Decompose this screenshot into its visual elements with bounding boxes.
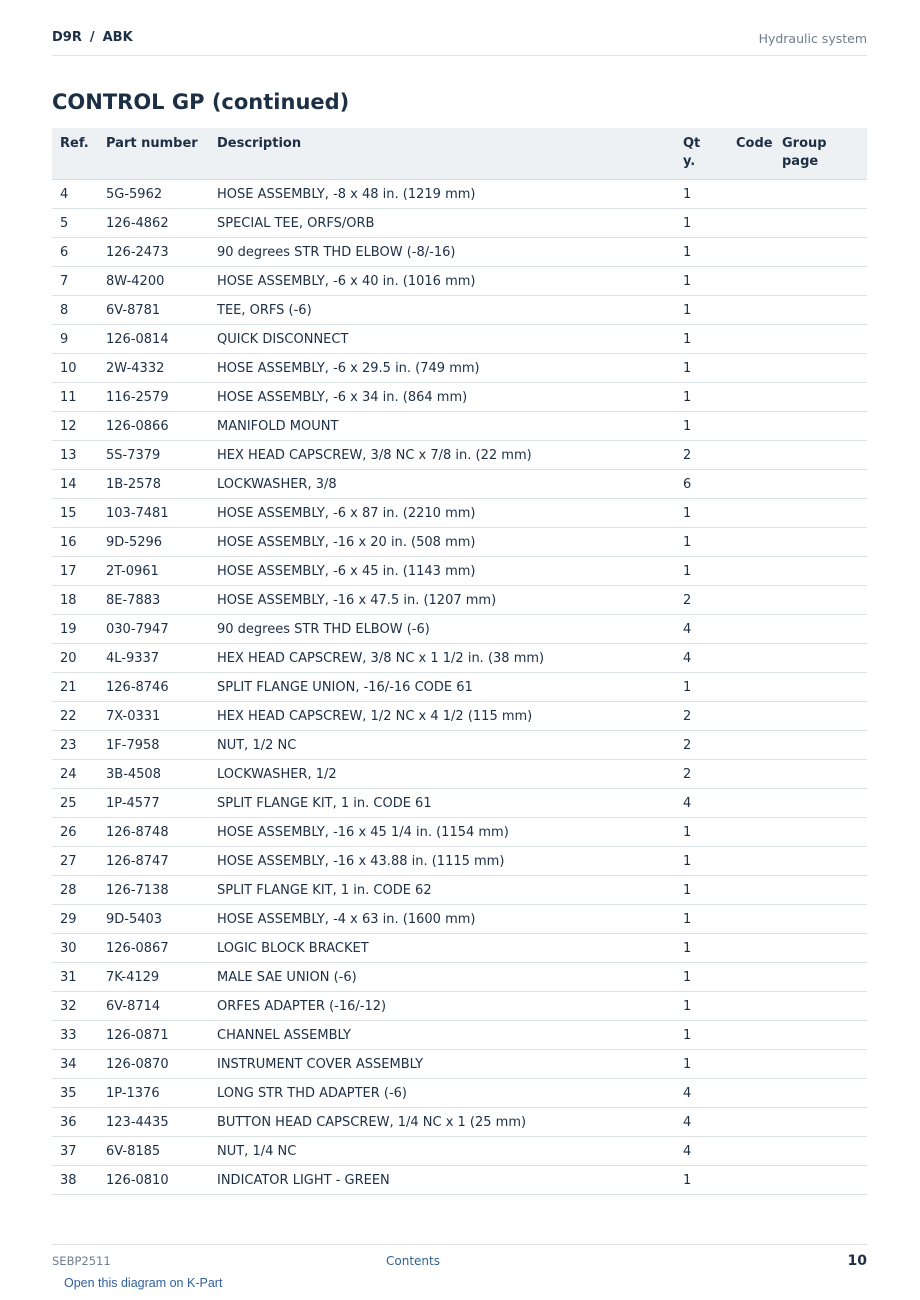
- row-group-page: [781, 412, 867, 441]
- table-row: [52, 963, 867, 992]
- row-description: ORFES ADAPTER (-16/-12): [209, 992, 683, 1021]
- table-row: [52, 383, 867, 412]
- row-part-number: 1P-4577: [98, 789, 209, 818]
- row-part-number: 3B-4508: [98, 760, 209, 789]
- section-name: Hydraulic system: [758, 31, 867, 46]
- row-qty: 1: [683, 934, 728, 963]
- row-group-page: [781, 760, 867, 789]
- page-number: 10: [847, 1253, 867, 1269]
- table-row: [52, 702, 867, 731]
- row-code: [728, 963, 781, 992]
- row-code: [728, 1137, 781, 1166]
- row-qty: 2: [683, 441, 728, 470]
- row-code: [728, 441, 781, 470]
- row-qty: 4: [683, 1108, 728, 1137]
- row-description: HOSE ASSEMBLY, -6 x 87 in. (2210 mm): [209, 499, 683, 528]
- row-ref: 23: [52, 731, 98, 760]
- page-footer: [52, 1244, 867, 1274]
- table-row: [52, 586, 867, 615]
- row-qty: 1: [683, 847, 728, 876]
- table-row: [52, 1166, 867, 1195]
- row-part-number: 103-7481: [98, 499, 209, 528]
- row-ref: 4: [52, 180, 98, 209]
- row-group-page: [781, 1021, 867, 1050]
- row-code: [728, 702, 781, 731]
- row-part-number: 5S-7379: [98, 441, 209, 470]
- row-ref: 19: [52, 615, 98, 644]
- row-code: [728, 1021, 781, 1050]
- row-part-number: 6V-8714: [98, 992, 209, 1021]
- table-row: [52, 818, 867, 847]
- row-description: INSTRUMENT COVER ASSEMBLY: [209, 1050, 683, 1079]
- row-ref: 30: [52, 934, 98, 963]
- row-qty: 1: [683, 818, 728, 847]
- row-qty: 1: [683, 499, 728, 528]
- table-row: [52, 992, 867, 1021]
- row-part-number: 126-8748: [98, 818, 209, 847]
- row-code: [728, 296, 781, 325]
- row-ref: 17: [52, 557, 98, 586]
- table-row: [52, 847, 867, 876]
- row-description: HOSE ASSEMBLY, -16 x 47.5 in. (1207 mm): [209, 586, 683, 615]
- row-ref: 24: [52, 760, 98, 789]
- row-part-number: 126-8747: [98, 847, 209, 876]
- table-row: [52, 905, 867, 934]
- row-part-number: 7K-4129: [98, 963, 209, 992]
- row-part-number: 126-0866: [98, 412, 209, 441]
- row-description: NUT, 1/2 NC: [209, 731, 683, 760]
- kpart-diagram-link[interactable]: Open this diagram on K-Part: [64, 1276, 223, 1290]
- row-group-page: [781, 267, 867, 296]
- row-group-page: [781, 905, 867, 934]
- row-description: SPLIT FLANGE KIT, 1 in. CODE 61: [209, 789, 683, 818]
- column-header-code: Code: [728, 128, 781, 180]
- row-ref: 27: [52, 847, 98, 876]
- row-group-page: [781, 209, 867, 238]
- table-row: [52, 644, 867, 673]
- row-part-number: 1F-7958: [98, 731, 209, 760]
- row-code: [728, 789, 781, 818]
- breadcrumb: [52, 30, 133, 45]
- row-code: [728, 354, 781, 383]
- row-part-number: 126-0871: [98, 1021, 209, 1050]
- column-header-qty: [683, 128, 728, 180]
- row-qty: 1: [683, 876, 728, 905]
- table-row: [52, 789, 867, 818]
- row-ref: 20: [52, 644, 98, 673]
- row-part-number: 8W-4200: [98, 267, 209, 296]
- table-row: [52, 528, 867, 557]
- row-code: [728, 470, 781, 499]
- row-qty: 1: [683, 296, 728, 325]
- row-ref: 26: [52, 818, 98, 847]
- row-qty: 1: [683, 905, 728, 934]
- row-group-page: [781, 673, 867, 702]
- table-row: [52, 325, 867, 354]
- row-part-number: 4L-9337: [98, 644, 209, 673]
- row-description: HOSE ASSEMBLY, -4 x 63 in. (1600 mm): [209, 905, 683, 934]
- row-group-page: [781, 963, 867, 992]
- row-description: SPLIT FLANGE KIT, 1 in. CODE 62: [209, 876, 683, 905]
- row-part-number: 5G-5962: [98, 180, 209, 209]
- row-group-page: [781, 1079, 867, 1108]
- row-ref: 12: [52, 412, 98, 441]
- row-qty: 1: [683, 1166, 728, 1195]
- row-part-number: 123-4435: [98, 1108, 209, 1137]
- column-header-description: Description: [209, 128, 683, 180]
- row-ref: 33: [52, 1021, 98, 1050]
- row-part-number: 126-0867: [98, 934, 209, 963]
- table-row: [52, 934, 867, 963]
- table-row: [52, 615, 867, 644]
- row-part-number: 116-2579: [98, 383, 209, 412]
- row-qty: 1: [683, 1050, 728, 1079]
- row-qty: 2: [683, 702, 728, 731]
- row-part-number: 126-8746: [98, 673, 209, 702]
- row-code: [728, 934, 781, 963]
- column-header-qty-label: Qty.: [683, 136, 701, 169]
- row-qty: 2: [683, 586, 728, 615]
- table-row: [52, 731, 867, 760]
- row-description: LOCKWASHER, 1/2: [209, 760, 683, 789]
- row-qty: 1: [683, 1021, 728, 1050]
- row-description: 90 degrees STR THD ELBOW (-6): [209, 615, 683, 644]
- row-qty: 4: [683, 615, 728, 644]
- row-part-number: 8E-7883: [98, 586, 209, 615]
- row-part-number: 030-7947: [98, 615, 209, 644]
- prefix-label: ABK: [102, 30, 133, 45]
- table-row: [52, 238, 867, 267]
- column-header-ref: Ref.: [52, 128, 98, 180]
- row-part-number: 1P-1376: [98, 1079, 209, 1108]
- row-part-number: 7X-0331: [98, 702, 209, 731]
- table-row: [52, 1021, 867, 1050]
- table-header-row: [52, 128, 867, 180]
- row-group-page: [781, 644, 867, 673]
- row-part-number: 1B-2578: [98, 470, 209, 499]
- table-row: [52, 1108, 867, 1137]
- row-description: SPECIAL TEE, ORFS/ORB: [209, 209, 683, 238]
- row-description: BUTTON HEAD CAPSCREW, 1/4 NC x 1 (25 mm): [209, 1108, 683, 1137]
- parts-table: [52, 128, 867, 1195]
- row-code: [728, 673, 781, 702]
- row-qty: 1: [683, 673, 728, 702]
- row-description: TEE, ORFS (-6): [209, 296, 683, 325]
- row-ref: 22: [52, 702, 98, 731]
- model-label: D9R: [52, 30, 82, 45]
- row-code: [728, 847, 781, 876]
- row-part-number: 126-0870: [98, 1050, 209, 1079]
- row-qty: 2: [683, 731, 728, 760]
- row-code: [728, 876, 781, 905]
- page-header: [52, 28, 867, 56]
- row-code: [728, 1108, 781, 1137]
- row-group-page: [781, 557, 867, 586]
- row-description: HEX HEAD CAPSCREW, 3/8 NC x 7/8 in. (22 mm): [209, 441, 683, 470]
- row-ref: 13: [52, 441, 98, 470]
- row-code: [728, 1050, 781, 1079]
- row-ref: 25: [52, 789, 98, 818]
- row-part-number: 2W-4332: [98, 354, 209, 383]
- row-code: [728, 557, 781, 586]
- row-group-page: [781, 180, 867, 209]
- row-code: [728, 818, 781, 847]
- table-row: [52, 876, 867, 905]
- row-code: [728, 1079, 781, 1108]
- row-ref: 28: [52, 876, 98, 905]
- row-group-page: [781, 1166, 867, 1195]
- row-description: HOSE ASSEMBLY, -16 x 45 1/4 in. (1154 mm): [209, 818, 683, 847]
- row-description: MALE SAE UNION (-6): [209, 963, 683, 992]
- row-qty: 1: [683, 238, 728, 267]
- row-description: CHANNEL ASSEMBLY: [209, 1021, 683, 1050]
- row-group-page: [781, 1137, 867, 1166]
- row-qty: 1: [683, 992, 728, 1021]
- row-group-page: [781, 383, 867, 412]
- row-description: HOSE ASSEMBLY, -6 x 34 in. (864 mm): [209, 383, 683, 412]
- row-qty: 4: [683, 644, 728, 673]
- row-part-number: 126-0810: [98, 1166, 209, 1195]
- row-part-number: 126-2473: [98, 238, 209, 267]
- row-group-page: [781, 992, 867, 1021]
- row-description: HOSE ASSEMBLY, -16 x 20 in. (508 mm): [209, 528, 683, 557]
- row-description: HOSE ASSEMBLY, -8 x 48 in. (1219 mm): [209, 180, 683, 209]
- row-group-page: [781, 818, 867, 847]
- row-qty: 1: [683, 557, 728, 586]
- row-part-number: 2T-0961: [98, 557, 209, 586]
- row-ref: 36: [52, 1108, 98, 1137]
- row-code: [728, 180, 781, 209]
- row-code: [728, 238, 781, 267]
- row-description: SPLIT FLANGE UNION, -16/-16 CODE 61: [209, 673, 683, 702]
- row-group-page: [781, 470, 867, 499]
- row-ref: 21: [52, 673, 98, 702]
- row-description: QUICK DISCONNECT: [209, 325, 683, 354]
- row-description: HOSE ASSEMBLY, -6 x 40 in. (1016 mm): [209, 267, 683, 296]
- row-part-number: 126-4862: [98, 209, 209, 238]
- row-code: [728, 267, 781, 296]
- row-qty: 2: [683, 760, 728, 789]
- table-row: [52, 499, 867, 528]
- table-row: [52, 557, 867, 586]
- column-header-group-page: [781, 128, 867, 180]
- table-row: [52, 470, 867, 499]
- breadcrumb-separator: /: [89, 30, 95, 45]
- row-ref: 34: [52, 1050, 98, 1079]
- title-suffix: (continued): [211, 90, 350, 114]
- table-row: [52, 760, 867, 789]
- row-ref: 14: [52, 470, 98, 499]
- row-group-page: [781, 586, 867, 615]
- row-qty: 1: [683, 354, 728, 383]
- row-part-number: 126-0814: [98, 325, 209, 354]
- row-group-page: [781, 847, 867, 876]
- row-group-page: [781, 876, 867, 905]
- row-qty: 4: [683, 1137, 728, 1166]
- row-group-page: [781, 731, 867, 760]
- row-ref: 9: [52, 325, 98, 354]
- row-description: HEX HEAD CAPSCREW, 1/2 NC x 4 1/2 (115 mm): [209, 702, 683, 731]
- table-row: [52, 267, 867, 296]
- row-part-number: 6V-8781: [98, 296, 209, 325]
- row-group-page: [781, 499, 867, 528]
- row-qty: 4: [683, 789, 728, 818]
- row-ref: 11: [52, 383, 98, 412]
- row-ref: 38: [52, 1166, 98, 1195]
- row-ref: 6: [52, 238, 98, 267]
- row-description: LONG STR THD ADAPTER (-6): [209, 1079, 683, 1108]
- row-ref: 15: [52, 499, 98, 528]
- contents-link[interactable]: Contents: [386, 1254, 440, 1268]
- row-ref: 16: [52, 528, 98, 557]
- column-header-group-page-label: Group page: [782, 136, 827, 169]
- row-ref: 10: [52, 354, 98, 383]
- row-group-page: [781, 325, 867, 354]
- row-group-page: [781, 934, 867, 963]
- row-qty: 6: [683, 470, 728, 499]
- row-part-number: 126-7138: [98, 876, 209, 905]
- column-header-part-number: Part number: [98, 128, 209, 180]
- row-group-page: [781, 238, 867, 267]
- row-qty: 1: [683, 963, 728, 992]
- row-code: [728, 644, 781, 673]
- title-main: CONTROL GP: [52, 90, 205, 114]
- row-group-page: [781, 354, 867, 383]
- row-code: [728, 412, 781, 441]
- table-row: [52, 1079, 867, 1108]
- table-row: [52, 296, 867, 325]
- table-row: [52, 209, 867, 238]
- row-code: [728, 760, 781, 789]
- row-description: HOSE ASSEMBLY, -16 x 43.88 in. (1115 mm): [209, 847, 683, 876]
- row-description: HOSE ASSEMBLY, -6 x 45 in. (1143 mm): [209, 557, 683, 586]
- table-row: [52, 441, 867, 470]
- row-ref: 18: [52, 586, 98, 615]
- row-ref: 31: [52, 963, 98, 992]
- row-code: [728, 731, 781, 760]
- parts-table-body: [52, 180, 867, 1195]
- table-row: [52, 412, 867, 441]
- table-row: [52, 673, 867, 702]
- row-description: LOCKWASHER, 3/8: [209, 470, 683, 499]
- row-code: [728, 209, 781, 238]
- row-description: 90 degrees STR THD ELBOW (-8/-16): [209, 238, 683, 267]
- row-ref: 7: [52, 267, 98, 296]
- row-code: [728, 1166, 781, 1195]
- row-group-page: [781, 789, 867, 818]
- row-qty: 1: [683, 412, 728, 441]
- row-group-page: [781, 441, 867, 470]
- row-qty: 1: [683, 325, 728, 354]
- row-description: INDICATOR LIGHT - GREEN: [209, 1166, 683, 1195]
- row-part-number: 9D-5296: [98, 528, 209, 557]
- row-ref: 29: [52, 905, 98, 934]
- row-ref: 5: [52, 209, 98, 238]
- row-qty: 1: [683, 180, 728, 209]
- table-row: [52, 1050, 867, 1079]
- row-qty: 1: [683, 383, 728, 412]
- row-qty: 1: [683, 528, 728, 557]
- document-id: SEBP2511: [52, 1254, 111, 1268]
- row-code: [728, 383, 781, 412]
- row-code: [728, 499, 781, 528]
- row-code: [728, 615, 781, 644]
- table-row: [52, 1137, 867, 1166]
- row-description: HEX HEAD CAPSCREW, 3/8 NC x 1 1/2 in. (38 mm): [209, 644, 683, 673]
- row-ref: 32: [52, 992, 98, 1021]
- page-title: [52, 90, 349, 114]
- row-ref: 37: [52, 1137, 98, 1166]
- row-group-page: [781, 528, 867, 557]
- row-part-number: 6V-8185: [98, 1137, 209, 1166]
- row-description: NUT, 1/4 NC: [209, 1137, 683, 1166]
- row-description: LOGIC BLOCK BRACKET: [209, 934, 683, 963]
- row-description: MANIFOLD MOUNT: [209, 412, 683, 441]
- table-row: [52, 180, 867, 209]
- row-group-page: [781, 1108, 867, 1137]
- row-qty: 1: [683, 267, 728, 296]
- row-group-page: [781, 296, 867, 325]
- table-row: [52, 354, 867, 383]
- row-group-page: [781, 615, 867, 644]
- row-group-page: [781, 1050, 867, 1079]
- row-code: [728, 992, 781, 1021]
- row-code: [728, 325, 781, 354]
- row-description: HOSE ASSEMBLY, -6 x 29.5 in. (749 mm): [209, 354, 683, 383]
- row-group-page: [781, 702, 867, 731]
- row-ref: 35: [52, 1079, 98, 1108]
- row-qty: 1: [683, 209, 728, 238]
- row-code: [728, 905, 781, 934]
- row-code: [728, 528, 781, 557]
- row-ref: 8: [52, 296, 98, 325]
- row-qty: 4: [683, 1079, 728, 1108]
- row-code: [728, 586, 781, 615]
- row-part-number: 9D-5403: [98, 905, 209, 934]
